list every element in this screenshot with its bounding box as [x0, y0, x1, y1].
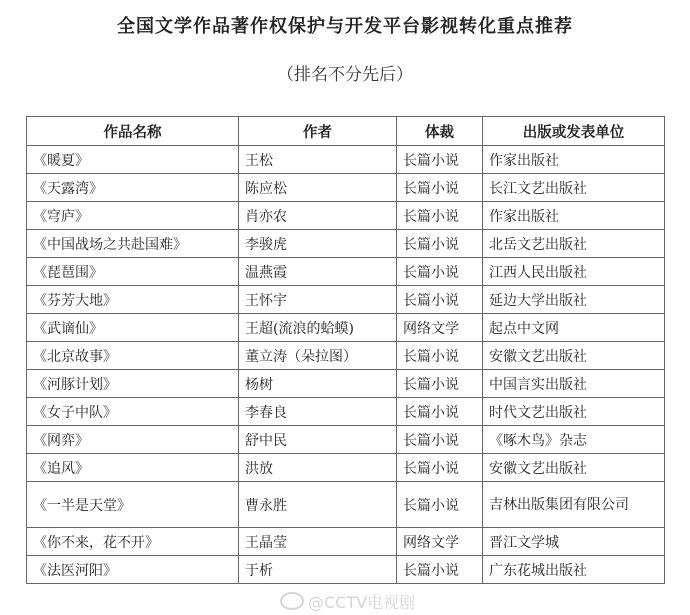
cell-genre: 网络文学	[397, 314, 483, 342]
cell-work: 《中国战场之共赴国难》	[27, 230, 239, 258]
table-row	[27, 426, 665, 454]
cell-work: 《芬芳大地》	[27, 286, 239, 314]
cell-work: 《网弈》	[27, 426, 239, 454]
table-row	[27, 556, 665, 584]
page-title: 全国文学作品著作权保护与开发平台影视转化重点推荐	[117, 16, 573, 37]
cell-author: 董立涛（朵拉图）	[239, 342, 397, 370]
cell-author: 温燕霞	[239, 258, 397, 286]
cell-publisher: 安徽文艺出版社	[483, 454, 665, 482]
table-row	[27, 202, 665, 230]
table-row	[27, 314, 665, 342]
cell-genre: 长篇小说	[397, 230, 483, 258]
table-row	[27, 342, 665, 370]
cell-genre: 长篇小说	[397, 398, 483, 426]
cell-publisher: 安徽文艺出版社	[483, 342, 665, 370]
cell-publisher: 作家出版社	[483, 146, 665, 174]
cell-publisher: 北岳文艺出版社	[483, 230, 665, 258]
cell-genre: 长篇小说	[397, 426, 483, 454]
table-row	[27, 370, 665, 398]
cell-work: 《穹庐》	[27, 202, 239, 230]
cell-author: 王松	[239, 146, 397, 174]
cell-genre: 长篇小说	[397, 342, 483, 370]
cell-work: 《一半是天堂》	[27, 482, 239, 528]
watermark-text: @CCTV电视剧	[308, 593, 416, 612]
column-header-author: 作者	[239, 117, 397, 146]
recommendation-table	[26, 116, 665, 584]
cell-work: 《女子中队》	[27, 398, 239, 426]
column-header-work: 作品名称	[27, 117, 239, 146]
cell-publisher: 晋江文学城	[483, 528, 665, 556]
cell-publisher: 时代文艺出版社	[483, 398, 665, 426]
table-row	[27, 454, 665, 482]
cell-genre: 长篇小说	[397, 370, 483, 398]
cell-work: 《你不来，花不开》	[27, 528, 239, 556]
cell-work: 《河豚计划》	[27, 370, 239, 398]
page-subtitle: （排名不分先后）	[277, 65, 413, 85]
watermark	[280, 590, 415, 613]
cell-genre: 长篇小说	[397, 202, 483, 230]
cell-work: 《追风》	[27, 454, 239, 482]
cell-author: 曹永胜	[239, 482, 397, 528]
column-header-genre: 体裁	[397, 117, 483, 146]
table-row	[27, 398, 665, 426]
cell-work: 《暖夏》	[27, 146, 239, 174]
cell-publisher: 长江文艺出版社	[483, 174, 665, 202]
cell-genre: 长篇小说	[397, 258, 483, 286]
cell-author: 舒中民	[239, 426, 397, 454]
table-row	[27, 230, 665, 258]
cell-author: 洪放	[239, 454, 397, 482]
table-row	[27, 286, 665, 314]
cell-publisher: 吉林出版集团有限公司	[483, 482, 665, 528]
cell-author: 陈应松	[239, 174, 397, 202]
cell-work: 《武谪仙》	[27, 314, 239, 342]
cell-publisher: 《啄木鸟》杂志	[483, 426, 665, 454]
cell-work: 《天露湾》	[27, 174, 239, 202]
cell-author: 肖亦农	[239, 202, 397, 230]
cell-genre: 长篇小说	[397, 146, 483, 174]
table-header-row	[27, 117, 665, 146]
cell-author: 王晶莹	[239, 528, 397, 556]
cell-genre: 长篇小说	[397, 454, 483, 482]
cell-genre: 长篇小说	[397, 556, 483, 584]
column-header-publisher: 出版或发表单位	[483, 117, 665, 146]
cell-work: 《北京故事》	[27, 342, 239, 370]
cell-work: 《琵琶围》	[27, 258, 239, 286]
cell-author: 王怀宇	[239, 286, 397, 314]
cell-author: 杨树	[239, 370, 397, 398]
cell-publisher: 作家出版社	[483, 202, 665, 230]
cell-genre: 网络文学	[397, 528, 483, 556]
table-row	[27, 258, 665, 286]
cell-publisher: 江西人民出版社	[483, 258, 665, 286]
cell-genre: 长篇小说	[397, 174, 483, 202]
cell-publisher: 起点中文网	[483, 314, 665, 342]
cell-genre: 长篇小说	[397, 286, 483, 314]
cell-work: 《法医河阳》	[27, 556, 239, 584]
cell-publisher: 延边大学出版社	[483, 286, 665, 314]
table-row	[27, 482, 665, 528]
cell-author: 李春良	[239, 398, 397, 426]
cell-author: 于析	[239, 556, 397, 584]
cell-genre: 长篇小说	[397, 482, 483, 528]
table-row	[27, 174, 665, 202]
cell-author: 李骏虎	[239, 230, 397, 258]
cell-author: 王超(流浪的蛤蟆)	[239, 314, 397, 342]
table-row	[27, 146, 665, 174]
table-row	[27, 528, 665, 556]
weibo-icon	[280, 592, 304, 610]
cell-publisher: 中国言实出版社	[483, 370, 665, 398]
cell-publisher: 广东花城出版社	[483, 556, 665, 584]
